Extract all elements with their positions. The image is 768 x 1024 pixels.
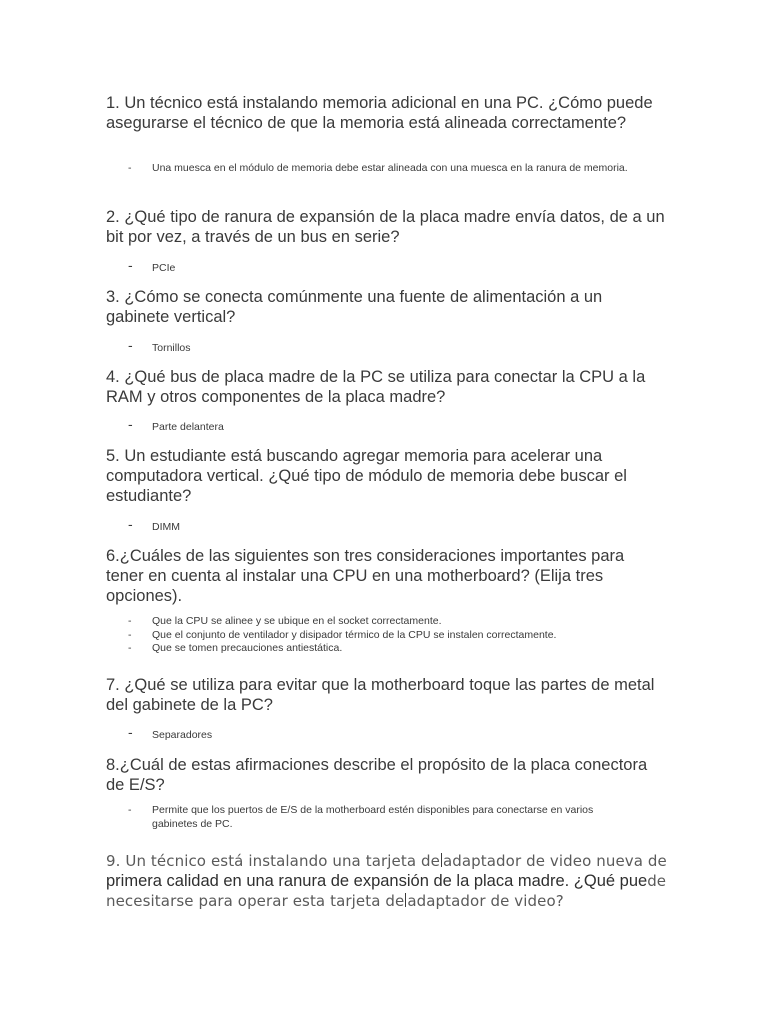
dash-marker: - <box>128 416 133 432</box>
answer-item: - Una muesca en el módulo de memoria debe estar alineada con una muesca en la ranura de memoria. <box>128 162 628 174</box>
answer-item: - Que se tomen precauciones antiestática. <box>128 642 343 654</box>
dash-marker: - <box>128 615 132 627</box>
dash-marker: - <box>128 337 133 353</box>
answer-list-5 <box>128 516 628 535</box>
question-8: 8.¿Cuál de estas afirmaciones describe el propósito de la placa conectora de E/S? <box>106 756 648 794</box>
answer-item: - PCIe <box>128 257 176 274</box>
answer-list-8 <box>128 804 628 831</box>
text-cursor-mark <box>441 853 442 867</box>
question-6: 6.¿Cuáles de las siguientes son tres consideraciones importantes para tener en cuenta al instalar una CPU en una motherboard? (Elija tres opciones). <box>106 547 625 605</box>
question-2: 2. ¿Qué tipo de ranura de expansión de la placa madre envía datos, de a un bit por vez, a través de un bus en serie? <box>106 208 665 246</box>
question-7: 7. ¿Qué se utiliza para evitar que la motherboard toque las partes de metal del gabinete de la PC? <box>106 676 655 714</box>
question-9 <box>106 851 706 911</box>
answer-item: - Permite que los puertos de E/S de la motherboard estén disponibles para conectarse en varios gabinetes de PC. <box>128 804 594 830</box>
answer-item: - Tornillos <box>128 337 191 354</box>
dash-marker: - <box>128 724 133 740</box>
answer-item: - Parte delantera <box>128 416 224 433</box>
dash-marker: - <box>128 628 132 641</box>
answer-item: - Separadores <box>128 724 213 741</box>
answer-list-7 <box>128 724 628 743</box>
question-9-part3: primera calidad en una ranura de expansión de la placa madre. ¿Qué pue <box>106 872 648 890</box>
answer-list-1 <box>128 162 628 176</box>
dash-marker: - <box>128 162 132 174</box>
dash-marker: - <box>128 257 133 273</box>
question-9-part5: adaptador de video? <box>407 892 564 910</box>
answer-list-3 <box>128 337 628 356</box>
dash-marker: - <box>128 642 132 654</box>
answer-list-2 <box>128 257 628 276</box>
question-4: 4. ¿Qué bus de placa madre de la PC se utiliza para conectar la CPU a la RAM y otros componentes de la placa madre? <box>106 368 646 406</box>
question-1: 1. Un técnico está instalando memoria adicional en una PC. ¿Cómo puede asegurarse el técnico de que la memoria está alineada correctamente? <box>106 94 653 132</box>
question-3: 3. ¿Cómo se conecta comúnmente una fuente de alimentación a un gabinete vertical? <box>106 288 603 326</box>
answer-item: - Que el conjunto de ventilador y disipador térmico de la CPU se instalen correctamente. <box>128 628 557 641</box>
dash-marker: - <box>128 516 133 532</box>
answer-list-6 <box>128 615 628 656</box>
dash-marker: - <box>128 804 132 816</box>
answer-item: - DIMM <box>128 516 180 533</box>
answer-list-4 <box>128 416 628 435</box>
answer-item: - Que la CPU se alinee y se ubique en el socket correctamente. <box>128 615 442 627</box>
question-9-part2: adaptador de video nueva de <box>442 852 667 870</box>
question-9-part1: 9. Un técnico está instalando una tarjeta de <box>106 852 440 870</box>
question-5: 5. Un estudiante está buscando agregar memoria para acelerar una computadora vertical. ¿Qué tipo de módulo de memoria debe buscar el estudiante? <box>106 447 627 505</box>
question-9-part4: de necesitarse para operar esta tarjeta de <box>106 872 667 910</box>
